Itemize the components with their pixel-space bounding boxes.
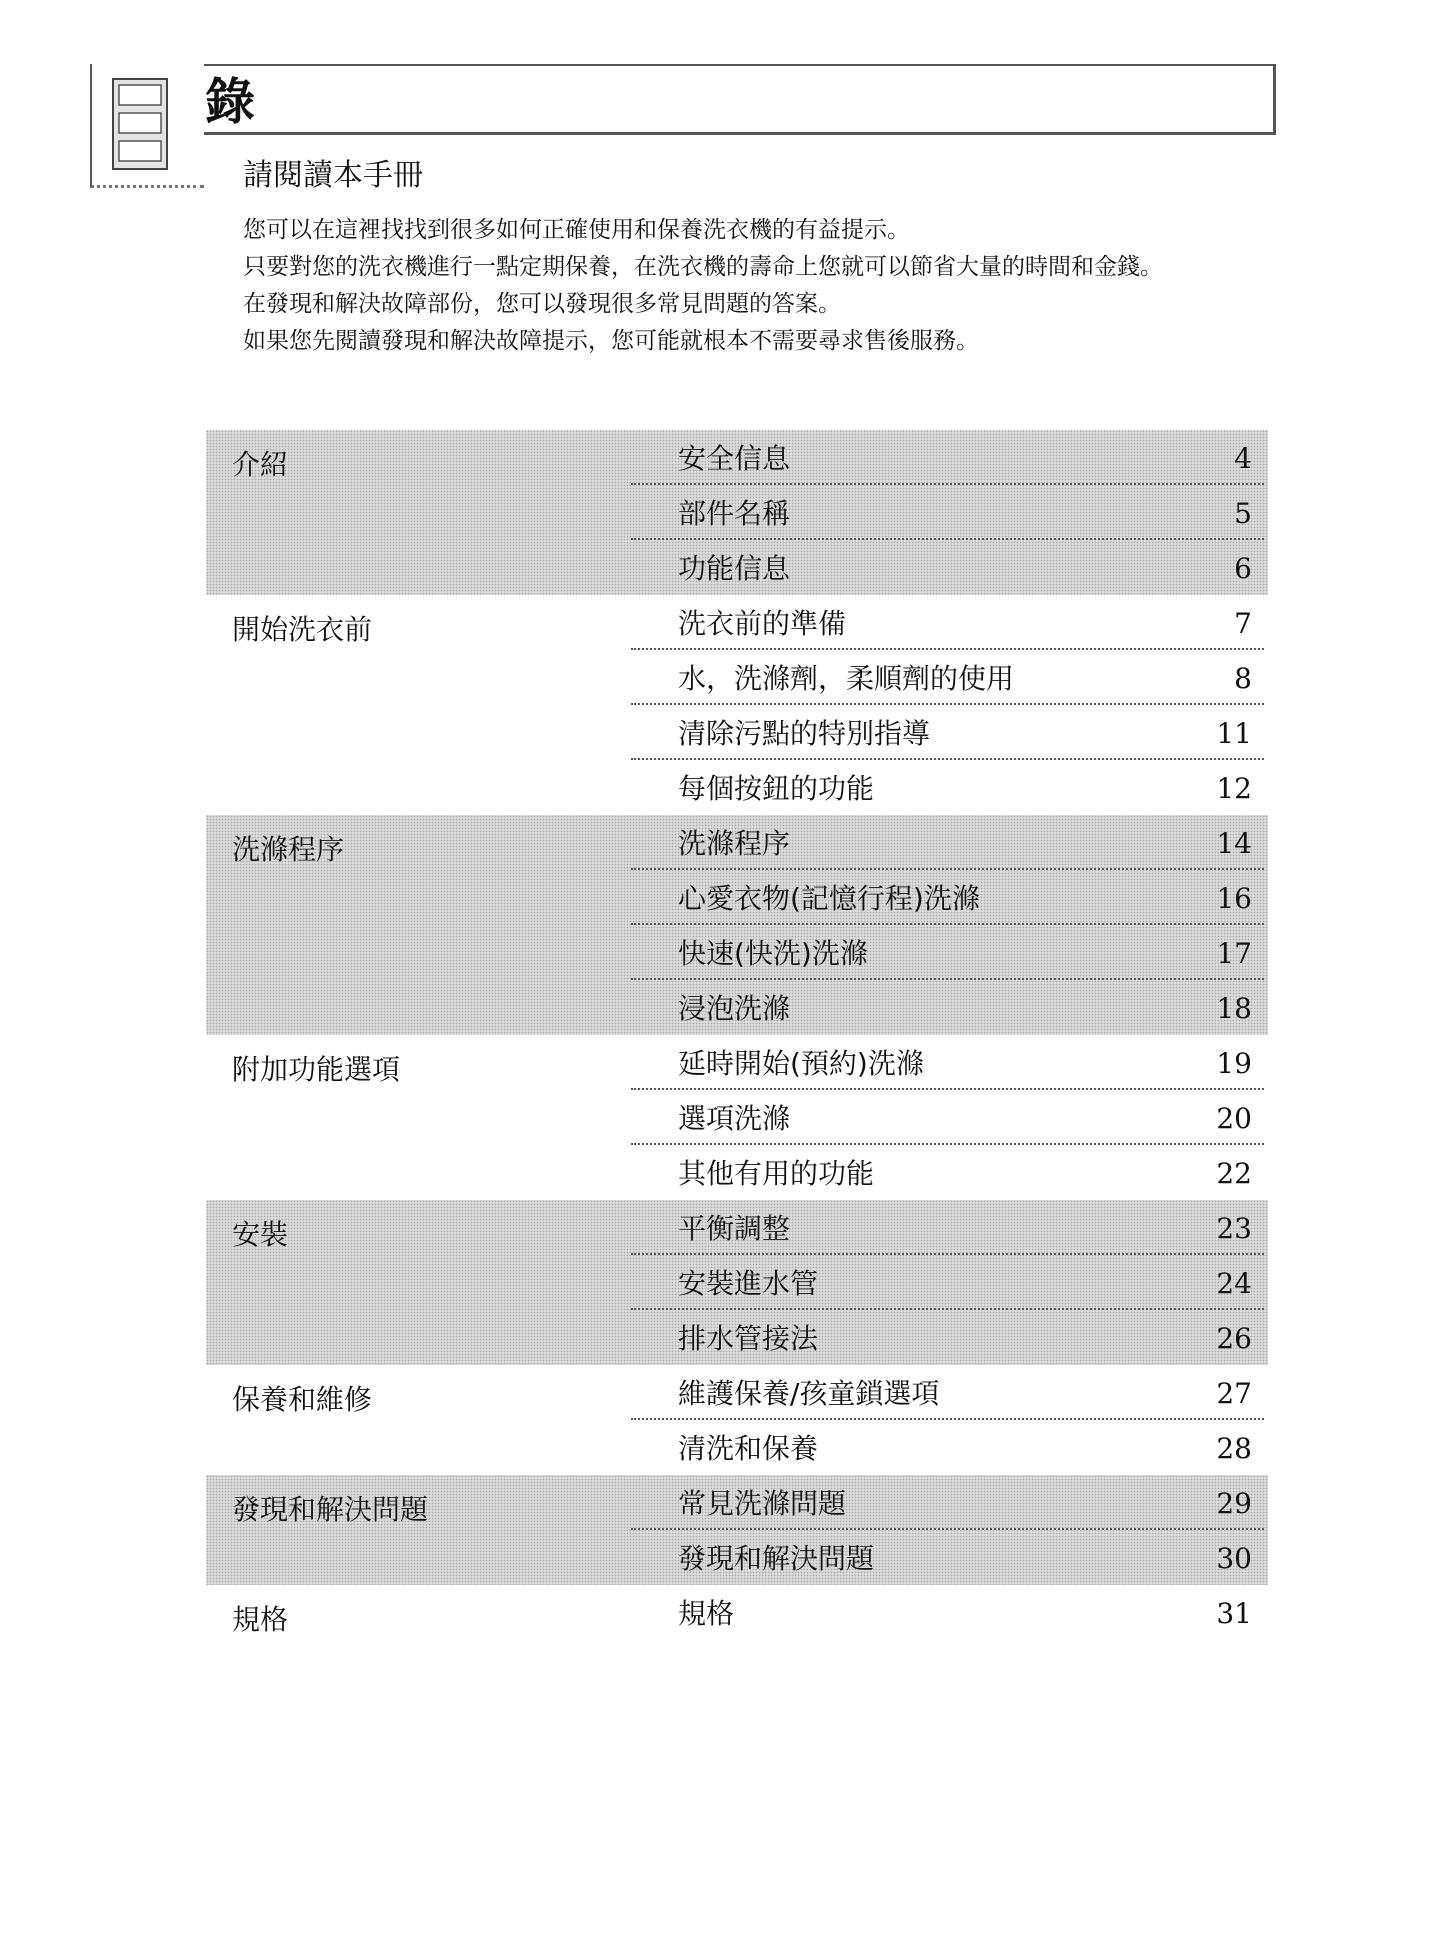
- toc-entry[interactable]: [206, 1035, 1268, 1090]
- toc-entry-page-number: 26: [1216, 1322, 1252, 1355]
- toc-entry-page-number: 14: [1216, 827, 1252, 860]
- toc-entry-page-number: 28: [1216, 1432, 1252, 1465]
- toc-section-title: 洗滌程序: [232, 833, 345, 866]
- toc-entry-label: 功能信息: [678, 552, 791, 585]
- toc-entry-label: 清除污點的特別指導: [678, 717, 931, 750]
- toc-entry[interactable]: [206, 1420, 1268, 1475]
- toc-entry-label: 選項洗滌: [678, 1102, 791, 1135]
- toc-section: [206, 595, 1268, 815]
- toc-entry-label: 水，洗滌劑，柔順劑的使用: [678, 662, 1015, 695]
- toc-entry-label: 安裝進水管: [678, 1267, 819, 1300]
- toc-entry-label: 安全信息: [678, 442, 791, 475]
- table-of-contents: [206, 430, 1268, 1640]
- intro-line: 您可以在這裡找找到很多如何正確使用和保養洗衣機的有益提示。: [243, 217, 910, 243]
- toc-section: [206, 1585, 1268, 1640]
- toc-entry-page-number: 12: [1216, 772, 1252, 805]
- toc-entry-label: 清洗和保養: [678, 1432, 819, 1465]
- toc-entry-label: 洗衣前的準備: [678, 607, 847, 640]
- toc-entry-label: 快速(快洗)洗滌: [678, 937, 868, 970]
- toc-section-title: 介紹: [232, 448, 289, 481]
- toc-section-title: 開始洗衣前: [232, 613, 373, 646]
- toc-entry[interactable]: [206, 1530, 1268, 1585]
- toc-entry-page-number: 27: [1216, 1377, 1252, 1410]
- toc-section-title: 保養和維修: [232, 1383, 373, 1416]
- toc-section-title: 發現和解決問題: [232, 1493, 429, 1526]
- toc-entry-page-number: 30: [1216, 1542, 1252, 1575]
- toc-section: [206, 1365, 1268, 1475]
- toc-entry-label: 浸泡洗滌: [678, 992, 791, 1025]
- toc-entry[interactable]: [206, 1145, 1268, 1200]
- toc-entry[interactable]: [206, 925, 1268, 980]
- toc-entry[interactable]: [206, 595, 1268, 650]
- toc-entry-label: 常見洗滌問題: [678, 1487, 847, 1520]
- toc-entry-page-number: 8: [1234, 662, 1252, 695]
- toc-entry-page-number: 24: [1216, 1267, 1252, 1300]
- toc-entry-page-number: 11: [1216, 717, 1252, 750]
- toc-entry-page-number: 19: [1216, 1047, 1252, 1080]
- toc-entry[interactable]: [206, 705, 1268, 760]
- book-index-icon: [112, 78, 168, 170]
- toc-section: [206, 1475, 1268, 1585]
- toc-entry-label: 洗滌程序: [678, 827, 791, 860]
- header-frame: [90, 64, 1276, 135]
- toc-entry[interactable]: [206, 1090, 1268, 1145]
- toc-entry[interactable]: [206, 540, 1268, 595]
- toc-section-title: 安裝: [232, 1218, 289, 1251]
- toc-entry-label: 維護保養/孩童鎖選項: [678, 1377, 940, 1410]
- toc-entry[interactable]: [206, 1255, 1268, 1310]
- toc-entry-page-number: 6: [1234, 552, 1252, 585]
- toc-entry-label: 心愛衣物(記憶行程)洗滌: [678, 882, 980, 915]
- toc-entry-label: 排水管接法: [678, 1322, 819, 1355]
- toc-entry-page-number: 17: [1216, 937, 1252, 970]
- toc-entry-page-number: 23: [1216, 1212, 1252, 1245]
- toc-section: [206, 1035, 1268, 1200]
- toc-entry-page-number: 5: [1234, 497, 1252, 530]
- toc-entry-page-number: 18: [1216, 992, 1252, 1025]
- toc-entry-page-number: 29: [1216, 1487, 1252, 1520]
- toc-section: [206, 1200, 1268, 1365]
- toc-entry[interactable]: [206, 1310, 1268, 1365]
- toc-entry-page-number: 4: [1234, 442, 1252, 475]
- toc-entry[interactable]: [206, 1475, 1268, 1530]
- page-title: 錄: [205, 73, 255, 131]
- toc-section: [206, 430, 1268, 595]
- toc-entry[interactable]: [206, 1585, 1268, 1640]
- toc-entry[interactable]: [206, 1365, 1268, 1420]
- toc-section-title: 規格: [232, 1603, 289, 1636]
- intro-paragraph: [243, 212, 1323, 360]
- toc-entry[interactable]: [206, 485, 1268, 540]
- intro-line: 在發現和解決故障部份，您可以發現很多常見問題的答案。: [243, 291, 841, 317]
- toc-entry-label: 其他有用的功能: [678, 1157, 875, 1190]
- toc-entry[interactable]: [206, 870, 1268, 925]
- toc-entry[interactable]: [206, 815, 1268, 870]
- toc-section-title: 附加功能選項: [232, 1053, 401, 1086]
- toc-entry[interactable]: [206, 980, 1268, 1035]
- toc-entry-page-number: 22: [1216, 1157, 1252, 1190]
- toc-entry[interactable]: [206, 430, 1268, 485]
- toc-section: [206, 815, 1268, 1035]
- toc-entry-page-number: 20: [1216, 1102, 1252, 1135]
- page-subtitle: 請閱讀本手冊: [243, 158, 423, 193]
- intro-line: 如果您先閱讀發現和解決故障提示，您可能就根本不需要尋求售後服務。: [243, 328, 979, 354]
- toc-entry-label: 平衡調整: [678, 1212, 791, 1245]
- toc-entry-page-number: 7: [1234, 607, 1252, 640]
- toc-entry[interactable]: [206, 1200, 1268, 1255]
- toc-entry-label: 延時開始(預約)洗滌: [678, 1047, 924, 1080]
- intro-line: 只要對您的洗衣機進行一點定期保養，在洗衣機的壽命上您就可以節省大量的時間和金錢。: [243, 254, 1163, 280]
- toc-entry-label: 發現和解決問題: [678, 1542, 875, 1575]
- toc-entry-page-number: 31: [1216, 1597, 1252, 1630]
- toc-entry[interactable]: [206, 760, 1268, 815]
- toc-entry-label: 規格: [678, 1597, 735, 1630]
- toc-entry-label: 部件名稱: [678, 497, 791, 530]
- toc-entry[interactable]: [206, 650, 1268, 705]
- toc-entry-page-number: 16: [1216, 882, 1252, 915]
- toc-entry-label: 每個按鈕的功能: [678, 772, 875, 805]
